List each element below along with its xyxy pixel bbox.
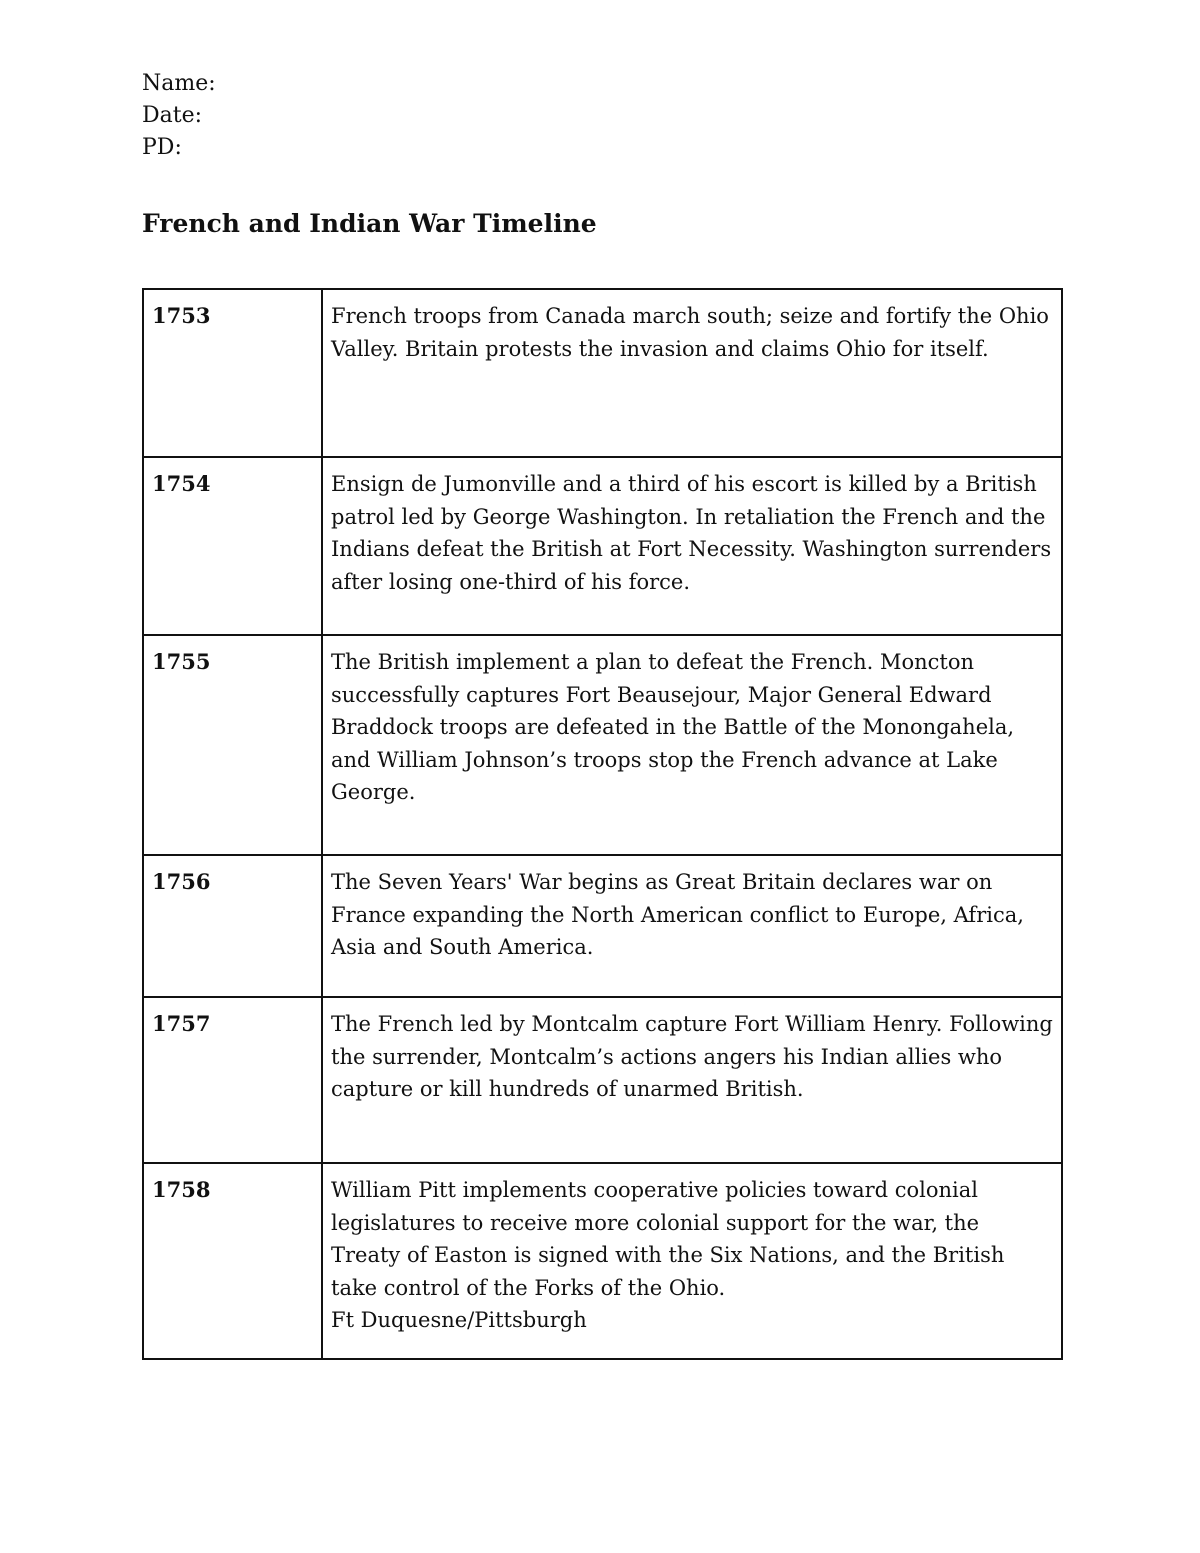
event-cell: French troops from Canada march south; seize and fortify the Ohio Valley. Britain protests the invasion and claims Ohio for itself. (322, 289, 1062, 457)
timeline-row (143, 635, 1062, 855)
year-cell: 1753 (143, 289, 322, 457)
year-cell: 1756 (143, 855, 322, 997)
event-cell: The Seven Years' War begins as Great Britain declares war on France expanding the North American conflict to Europe, Africa, Asia and South America. (322, 855, 1062, 997)
date-field-label: Date: (142, 103, 203, 128)
event-cell: Ensign de Jumonville and a third of his escort is killed by a British patrol led by George Washington. In retaliation the French and the Indians defeat the British at Fort Necessity. Washington surrenders after losing one-third of his force. (322, 457, 1062, 635)
year-cell: 1757 (143, 997, 322, 1163)
period-field-label: PD: (142, 135, 182, 160)
timeline-row (143, 997, 1062, 1163)
timeline-row (143, 1163, 1062, 1359)
year-cell: 1758 (143, 1163, 322, 1359)
timeline-row (143, 289, 1062, 457)
year-cell: 1754 (143, 457, 322, 635)
year-cell: 1755 (143, 635, 322, 855)
timeline-table (142, 288, 1063, 1360)
event-cell: William Pitt implements cooperative policies toward colonial legislatures to receive more colonial support for the war, the Treaty of Easton is signed with the Six Nations, and the British take control of the Forks of the Ohio. Ft Duquesne/Pittsburgh (322, 1163, 1062, 1359)
timeline-row (143, 457, 1062, 635)
event-cell: The British implement a plan to defeat the French. Moncton successfully captures Fort Beausejour, Major General Edward Braddock troops are defeated in the Battle of the Monongahela, and William Johnson’s troops stop the French advance at Lake George. (322, 635, 1062, 855)
event-cell: The French led by Montcalm capture Fort William Henry. Following the surrender, Montcalm’s actions angers his Indian allies who capture or kill hundreds of unarmed British. (322, 997, 1062, 1163)
timeline-row (143, 855, 1062, 997)
document-title: French and Indian War Timeline (142, 209, 597, 238)
name-field-label: Name: (142, 71, 216, 96)
